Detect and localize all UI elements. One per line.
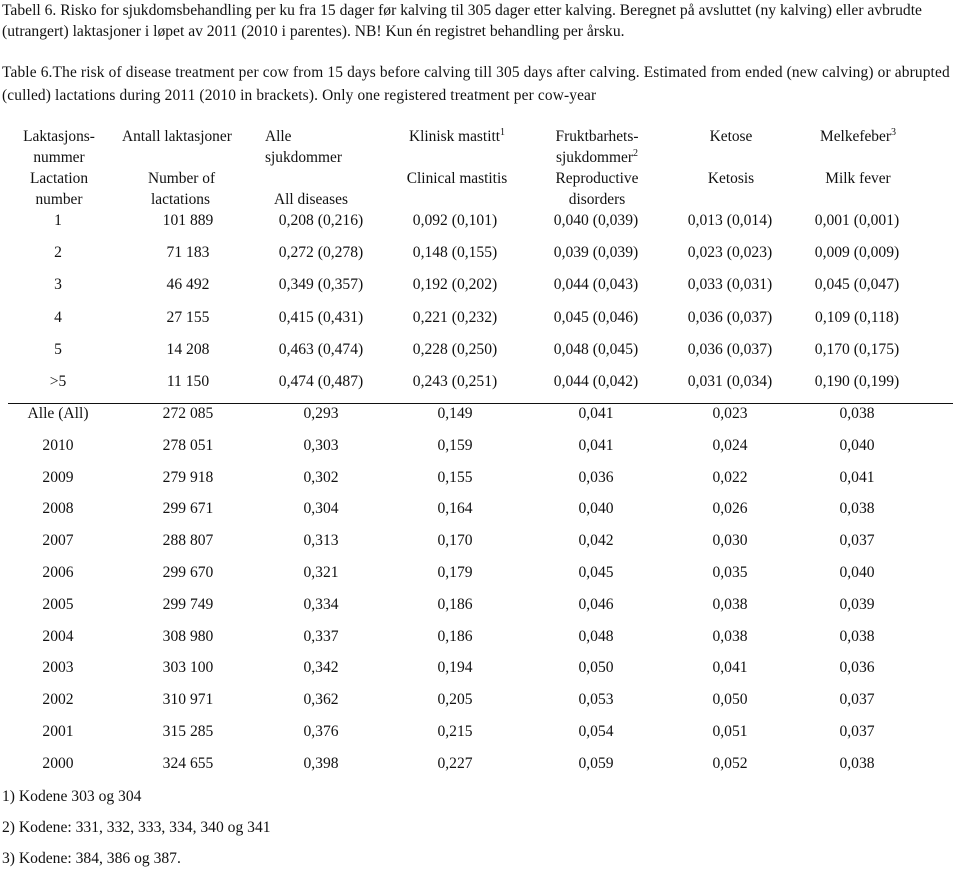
lactation-cell: >5 bbox=[49, 373, 67, 390]
ketosis-cell: 0,023 bbox=[712, 405, 748, 422]
header-text: Number of bbox=[148, 170, 216, 187]
mastitis-cell: 0,194 bbox=[437, 659, 473, 677]
year-row bbox=[0, 720, 960, 744]
lactation-row bbox=[0, 338, 960, 362]
ketosis-cell: 0,030 bbox=[712, 532, 748, 550]
fertility-cell: 0,040 (0,039) bbox=[553, 212, 639, 229]
lactation-row bbox=[0, 241, 960, 265]
header-text: Lactation bbox=[29, 170, 89, 187]
footnote-marker: 2 bbox=[632, 148, 638, 159]
ketosis-cell: 0,026 bbox=[712, 500, 748, 518]
all-diseases-cell: 0,304 bbox=[303, 500, 339, 518]
lactation-cell: 2002 bbox=[42, 691, 74, 709]
header-text: nummer bbox=[33, 149, 85, 166]
count-cell: 303 100 bbox=[162, 659, 214, 677]
ketosis-cell: 0,041 bbox=[712, 659, 748, 677]
count-cell: 279 918 bbox=[162, 468, 214, 486]
fertility-cell: 0,046 bbox=[578, 595, 614, 613]
year-row bbox=[0, 625, 960, 649]
ketosis-cell: 0,050 bbox=[712, 691, 748, 709]
lactation-cell: 2008 bbox=[42, 500, 74, 518]
mastitis-cell: 0,159 bbox=[437, 436, 473, 454]
all-diseases-cell: 0,398 bbox=[303, 754, 339, 772]
year-row bbox=[0, 402, 960, 426]
year-row bbox=[0, 561, 960, 585]
fertility-cell: 0,041 bbox=[578, 436, 614, 454]
header-text: sjukdommer bbox=[556, 149, 633, 166]
fertility-cell: 0,036 bbox=[578, 468, 614, 486]
ketosis-cell: 0,013 (0,014) bbox=[687, 212, 773, 229]
mastitis-cell: 0,092 (0,101) bbox=[412, 212, 498, 229]
all-diseases-cell: 0,362 bbox=[303, 691, 339, 709]
mastitis-cell: 0,155 bbox=[437, 468, 473, 486]
header-count bbox=[122, 126, 262, 210]
mastitis-cell: 0,149 bbox=[437, 405, 473, 422]
count-cell: 46 492 bbox=[166, 276, 210, 294]
fertility-cell: 0,040 bbox=[578, 500, 614, 518]
fertility-cell: 0,053 bbox=[578, 691, 614, 709]
count-cell: 288 807 bbox=[162, 532, 214, 550]
all-diseases-cell: 0,376 bbox=[303, 723, 339, 740]
milk-fever-cell: 0,037 bbox=[839, 723, 875, 740]
mastitis-cell: 0,164 bbox=[437, 500, 473, 518]
mastitis-cell: 0,179 bbox=[437, 564, 473, 581]
year-row bbox=[0, 497, 960, 521]
milk-fever-cell: 0,039 bbox=[839, 595, 875, 613]
milk-fever-cell: 0,037 bbox=[839, 532, 875, 550]
footnote-marker: 1 bbox=[500, 127, 506, 138]
all-diseases-cell: 0,302 bbox=[303, 468, 339, 486]
mastitis-cell: 0,186 bbox=[437, 595, 473, 613]
count-cell: 272 085 bbox=[162, 405, 214, 422]
ketosis-cell: 0,051 bbox=[712, 723, 748, 740]
lactation-row bbox=[0, 209, 960, 233]
lactation-cell: 2007 bbox=[42, 532, 74, 550]
header-text: Milk fever bbox=[825, 170, 891, 187]
lactation-cell: 1 bbox=[54, 212, 62, 229]
milk-fever-cell: 0,045 (0,047) bbox=[814, 276, 900, 294]
milk-fever-cell: 0,037 bbox=[839, 691, 875, 709]
header-text: Ketose bbox=[709, 128, 753, 145]
fertility-cell: 0,045 (0,046) bbox=[553, 308, 639, 326]
all-diseases-cell: 0,463 (0,474) bbox=[278, 340, 364, 358]
lactation-cell: 2005 bbox=[42, 595, 74, 613]
milk-fever-cell: 0,109 (0,118) bbox=[815, 308, 899, 326]
ketosis-cell: 0,038 bbox=[712, 627, 748, 645]
mastitis-cell: 0,148 (0,155) bbox=[412, 244, 498, 262]
mastitis-cell: 0,221 (0,232) bbox=[412, 308, 498, 326]
lactation-row bbox=[0, 273, 960, 297]
mastitis-cell: 0,205 bbox=[437, 691, 473, 709]
fertility-cell: 0,048 (0,045) bbox=[553, 340, 639, 358]
header-text: Alle bbox=[265, 128, 292, 145]
lactation-cell: 2 bbox=[54, 244, 62, 262]
year-row bbox=[0, 656, 960, 680]
milk-fever-cell: 0,170 (0,175) bbox=[814, 340, 900, 358]
fertility-cell: 0,054 bbox=[578, 723, 614, 740]
header-text: Laktasjons- bbox=[23, 128, 95, 145]
fertility-cell: 0,044 (0,043) bbox=[553, 276, 639, 294]
lactation-row bbox=[0, 306, 960, 330]
milk-fever-cell: 0,038 bbox=[839, 627, 875, 645]
year-row bbox=[0, 529, 960, 553]
lactation-cell: 2000 bbox=[42, 754, 74, 772]
footnote-3: 3) Kodene: 384, 386 og 387. bbox=[2, 850, 181, 867]
header-ketosis bbox=[675, 126, 787, 189]
header-text: Fruktbarhets- bbox=[555, 128, 639, 145]
ketosis-cell: 0,031 (0,034) bbox=[687, 373, 773, 390]
count-cell: 11 150 bbox=[166, 373, 210, 390]
header-fertility bbox=[531, 126, 663, 210]
ketosis-cell: 0,036 (0,037) bbox=[687, 308, 773, 326]
milk-fever-cell: 0,190 (0,199) bbox=[814, 373, 900, 390]
ketosis-cell: 0,022 bbox=[712, 468, 748, 486]
all-diseases-cell: 0,342 bbox=[303, 659, 339, 677]
header-text: Ketosis bbox=[707, 170, 755, 187]
mastitis-cell: 0,228 (0,250) bbox=[412, 340, 498, 358]
lactation-row bbox=[0, 370, 960, 394]
mastitis-cell: 0,215 bbox=[437, 723, 473, 740]
lactation-cell: 5 bbox=[54, 340, 62, 358]
header-mastitis bbox=[392, 126, 522, 189]
table-caption-norwegian: Tabell 6. Risko for sjukdomsbehandling per ku fra 15 dager før kalving til 305 dager etter kalving. Beregnet på avsluttet (ny kalving) eller avbrudte (utrangert) laktasjoner i løpet av 2011 (2010 i parentes). NB! Kun én registret behandling per årsku. bbox=[2, 2, 922, 40]
lactation-cell: 2001 bbox=[42, 723, 74, 740]
count-cell: 278 051 bbox=[162, 436, 214, 454]
fertility-cell: 0,045 bbox=[578, 564, 614, 581]
ketosis-cell: 0,038 bbox=[712, 595, 748, 613]
milk-fever-cell: 0,040 bbox=[839, 436, 875, 454]
count-cell: 71 183 bbox=[166, 244, 210, 262]
all-diseases-cell: 0,208 (0,216) bbox=[278, 212, 364, 229]
count-cell: 101 889 bbox=[162, 212, 214, 229]
all-diseases-cell: 0,415 (0,431) bbox=[278, 308, 364, 326]
all-diseases-cell: 0,474 (0,487) bbox=[278, 373, 364, 390]
year-row bbox=[0, 593, 960, 617]
ketosis-cell: 0,052 bbox=[712, 754, 748, 772]
year-row bbox=[0, 434, 960, 458]
mastitis-cell: 0,192 (0,202) bbox=[412, 276, 498, 294]
header-text: Clinical mastitis bbox=[406, 170, 508, 187]
header-lactation-no bbox=[8, 126, 110, 210]
count-cell: 315 285 bbox=[162, 723, 214, 740]
header-text: lactations bbox=[151, 191, 210, 208]
milk-fever-cell: 0,038 bbox=[839, 500, 875, 518]
footnote-marker: 3 bbox=[890, 127, 896, 138]
footnote-2: 2) Kodene: 331, 332, 333, 334, 340 og 341 bbox=[2, 819, 271, 836]
count-cell: 310 971 bbox=[162, 691, 214, 709]
header-text: Antall laktasjoner bbox=[122, 128, 232, 145]
all-diseases-cell: 0,349 (0,357) bbox=[278, 276, 364, 294]
all-diseases-cell: 0,313 bbox=[303, 532, 339, 550]
section-divider bbox=[8, 403, 953, 404]
count-cell: 27 155 bbox=[166, 308, 210, 326]
milk-fever-cell: 0,040 bbox=[839, 564, 875, 581]
lactation-cell: 2009 bbox=[42, 468, 74, 486]
count-cell: 299 671 bbox=[162, 500, 214, 518]
mastitis-cell: 0,243 (0,251) bbox=[412, 373, 498, 390]
fertility-cell: 0,048 bbox=[578, 627, 614, 645]
fertility-cell: 0,039 (0,039) bbox=[553, 244, 639, 262]
header-text: number bbox=[35, 191, 83, 208]
fertility-cell: 0,041 bbox=[578, 405, 614, 422]
header-text: disorders bbox=[568, 191, 626, 208]
header-text: Klinisk mastitt bbox=[408, 128, 501, 145]
header-text: Reproductive bbox=[555, 170, 639, 187]
ketosis-cell: 0,033 (0,031) bbox=[687, 276, 773, 294]
fertility-cell: 0,059 bbox=[578, 754, 614, 772]
year-row bbox=[0, 752, 960, 776]
lactation-cell: 2003 bbox=[42, 659, 74, 677]
milk-fever-cell: 0,001 (0,001) bbox=[814, 212, 900, 229]
lactation-cell: 4 bbox=[54, 308, 62, 326]
all-diseases-cell: 0,303 bbox=[303, 436, 339, 454]
header-text: Melkefeber bbox=[820, 128, 891, 145]
milk-fever-cell: 0,038 bbox=[839, 405, 875, 422]
all-diseases-cell: 0,293 bbox=[303, 405, 339, 422]
footnote-1: 1) Kodene 303 og 304 bbox=[2, 788, 142, 805]
all-diseases-cell: 0,272 (0,278) bbox=[278, 244, 364, 262]
count-cell: 308 980 bbox=[162, 627, 214, 645]
count-cell: 14 208 bbox=[166, 340, 210, 358]
lactation-cell: Alle (All) bbox=[27, 405, 89, 422]
lactation-cell: 3 bbox=[54, 276, 62, 294]
mastitis-cell: 0,170 bbox=[437, 532, 473, 550]
all-diseases-cell: 0,337 bbox=[303, 627, 339, 645]
table-caption-english: Table 6.The risk of disease treatment per cow from 15 days before calving till 305 days after calving. Estimated from ended (new calving) or abrupted (culled) lactations during 2011 (2010 in brackets). Only one registered treatment per cow-year bbox=[2, 64, 950, 104]
header-milk-fever bbox=[800, 126, 916, 189]
header-all-diseases bbox=[265, 126, 395, 210]
mastitis-cell: 0,227 bbox=[437, 754, 473, 772]
header-text: All diseases bbox=[274, 191, 348, 208]
fertility-cell: 0,044 (0,042) bbox=[553, 373, 639, 390]
year-row bbox=[0, 466, 960, 490]
lactation-cell: 2004 bbox=[42, 627, 74, 645]
ketosis-cell: 0,035 bbox=[712, 564, 748, 581]
milk-fever-cell: 0,041 bbox=[839, 468, 875, 486]
all-diseases-cell: 0,321 bbox=[303, 564, 339, 581]
milk-fever-cell: 0,009 (0,009) bbox=[814, 244, 900, 262]
fertility-cell: 0,050 bbox=[578, 659, 614, 677]
fertility-cell: 0,042 bbox=[578, 532, 614, 550]
milk-fever-cell: 0,038 bbox=[839, 754, 875, 772]
ketosis-cell: 0,023 (0,023) bbox=[687, 244, 773, 262]
milk-fever-cell: 0,036 bbox=[839, 659, 875, 677]
count-cell: 324 655 bbox=[162, 754, 214, 772]
year-row bbox=[0, 688, 960, 712]
ketosis-cell: 0,024 bbox=[712, 436, 748, 454]
count-cell: 299 749 bbox=[162, 595, 214, 613]
ketosis-cell: 0,036 (0,037) bbox=[687, 340, 773, 358]
lactation-cell: 2006 bbox=[42, 564, 74, 581]
all-diseases-cell: 0,334 bbox=[303, 595, 339, 613]
lactation-cell: 2010 bbox=[42, 436, 74, 454]
header-text: sjukdommer bbox=[265, 149, 342, 166]
count-cell: 299 670 bbox=[162, 564, 214, 581]
mastitis-cell: 0,186 bbox=[437, 627, 473, 645]
